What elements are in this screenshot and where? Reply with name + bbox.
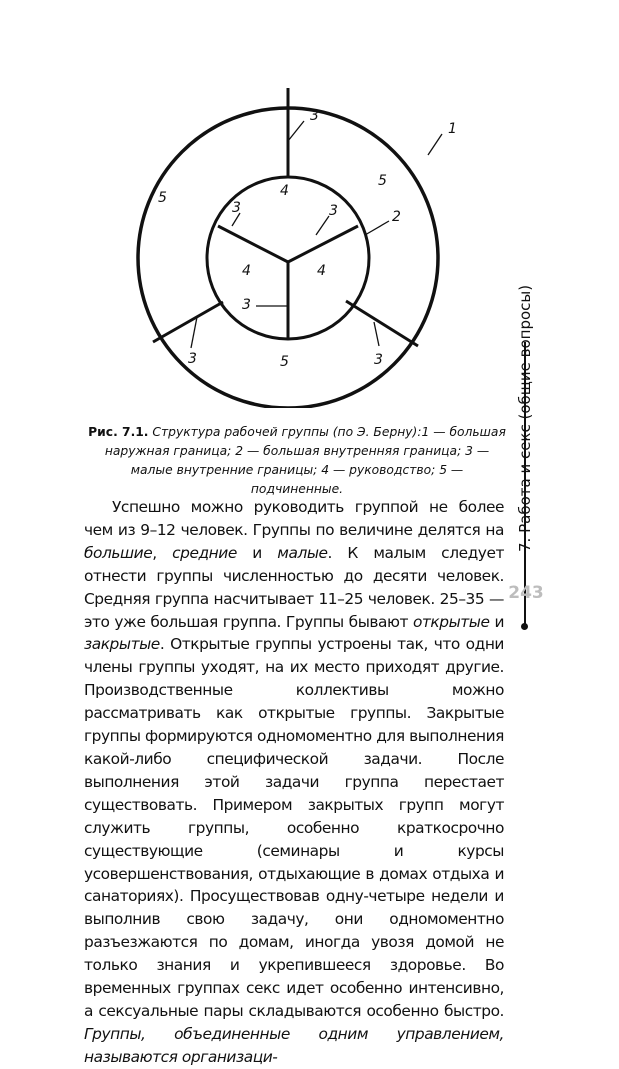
label-minor-inner-right: 3 <box>329 203 338 219</box>
body-text <box>84 496 504 1069</box>
body-text-segment: и <box>489 612 504 631</box>
body-text-segment: , <box>152 543 173 562</box>
label-minor-inner-bottom: 3 <box>242 297 251 313</box>
body-text-segment: и <box>236 543 278 562</box>
group-structure-diagram <box>128 78 458 408</box>
label-outer-boundary: 1 <box>448 121 457 137</box>
label-leader-top: 4 <box>280 183 289 199</box>
body-emphasis: закрытые <box>84 635 160 654</box>
body-text-segment: . Открытые группы устроены так, что одни члены группы уходят, на их место приходят другие. Производственные коллективы можно рассматривать как открытые группы. Закрытые группы формируются одномоментно для выполнения какой-либо специфической задачи. После выполнения этой задачи группа перестает существовать. Примером закрытых групп могут служить группы, особенно краткосрочно существующие (семинары и курсы усовершенствования, отдыхающие в домах отдыха и санаториях). Просуществовав одну-четыре недели и выполнив свою задачу, они одномоментно разъезжаются по домам, иногда увозя домой не только знания и укрепившееся здоровье. Во временных группах секс идет особенно интенсивно, а сексуальные пары складываются особенно быстро. <box>84 635 504 1020</box>
body-text-segment: Успешно можно руководить группой не более чем из 9–12 человек. Группы по величине делятся на <box>84 498 504 539</box>
label-inner-boundary: 2 <box>392 209 401 225</box>
label-minor-lower-left: 3 <box>188 351 197 367</box>
body-emphasis: большие <box>84 543 153 562</box>
minor-boundary-lower-left <box>153 302 223 342</box>
running-head: 7. Работа и секс (общие вопросы) <box>516 284 534 552</box>
side-rule-dot <box>521 623 528 630</box>
label-minor-lower-right: 3 <box>374 352 383 368</box>
body-text-segment: . К малым следует отнести группы численностью до десяти человек. Средняя группа насчитывает 11–25 человек. 25–35 — это уже большая группа. Группы бывают <box>84 543 504 631</box>
label-leader-left: 4 <box>242 263 251 279</box>
body-emphasis: Группы, объединенные одним управлением, называются организаци- <box>84 1024 504 1066</box>
label-subordinates-bottom: 5 <box>280 354 289 370</box>
body-emphasis: малые <box>277 543 328 562</box>
label-leader-right: 4 <box>317 263 326 279</box>
body-emphasis: открытые <box>412 612 490 631</box>
figure-caption <box>88 423 506 499</box>
caption-text: Структура рабочей группы (по Э. Берну):1 — большая наружная граница; 2 — большая внутренняя граница; 3 — малые внутренние границы; 4 — руководство; 5 — подчиненные. <box>104 425 506 496</box>
label-minor-inner-left: 3 <box>232 200 241 216</box>
body-paragraph <box>84 496 504 1069</box>
caption-label: Рис. 7.1. <box>88 425 149 439</box>
label-subordinates-left: 5 <box>158 190 167 206</box>
minor-boundary-lower-right <box>346 301 418 346</box>
inner-divider-left <box>218 226 288 262</box>
label-minor-top: 3 <box>310 108 319 124</box>
inner-divider-right <box>288 226 358 262</box>
body-emphasis: средние <box>172 543 237 562</box>
page-number: 243 <box>508 583 544 603</box>
label-subordinates-right: 5 <box>378 173 387 189</box>
